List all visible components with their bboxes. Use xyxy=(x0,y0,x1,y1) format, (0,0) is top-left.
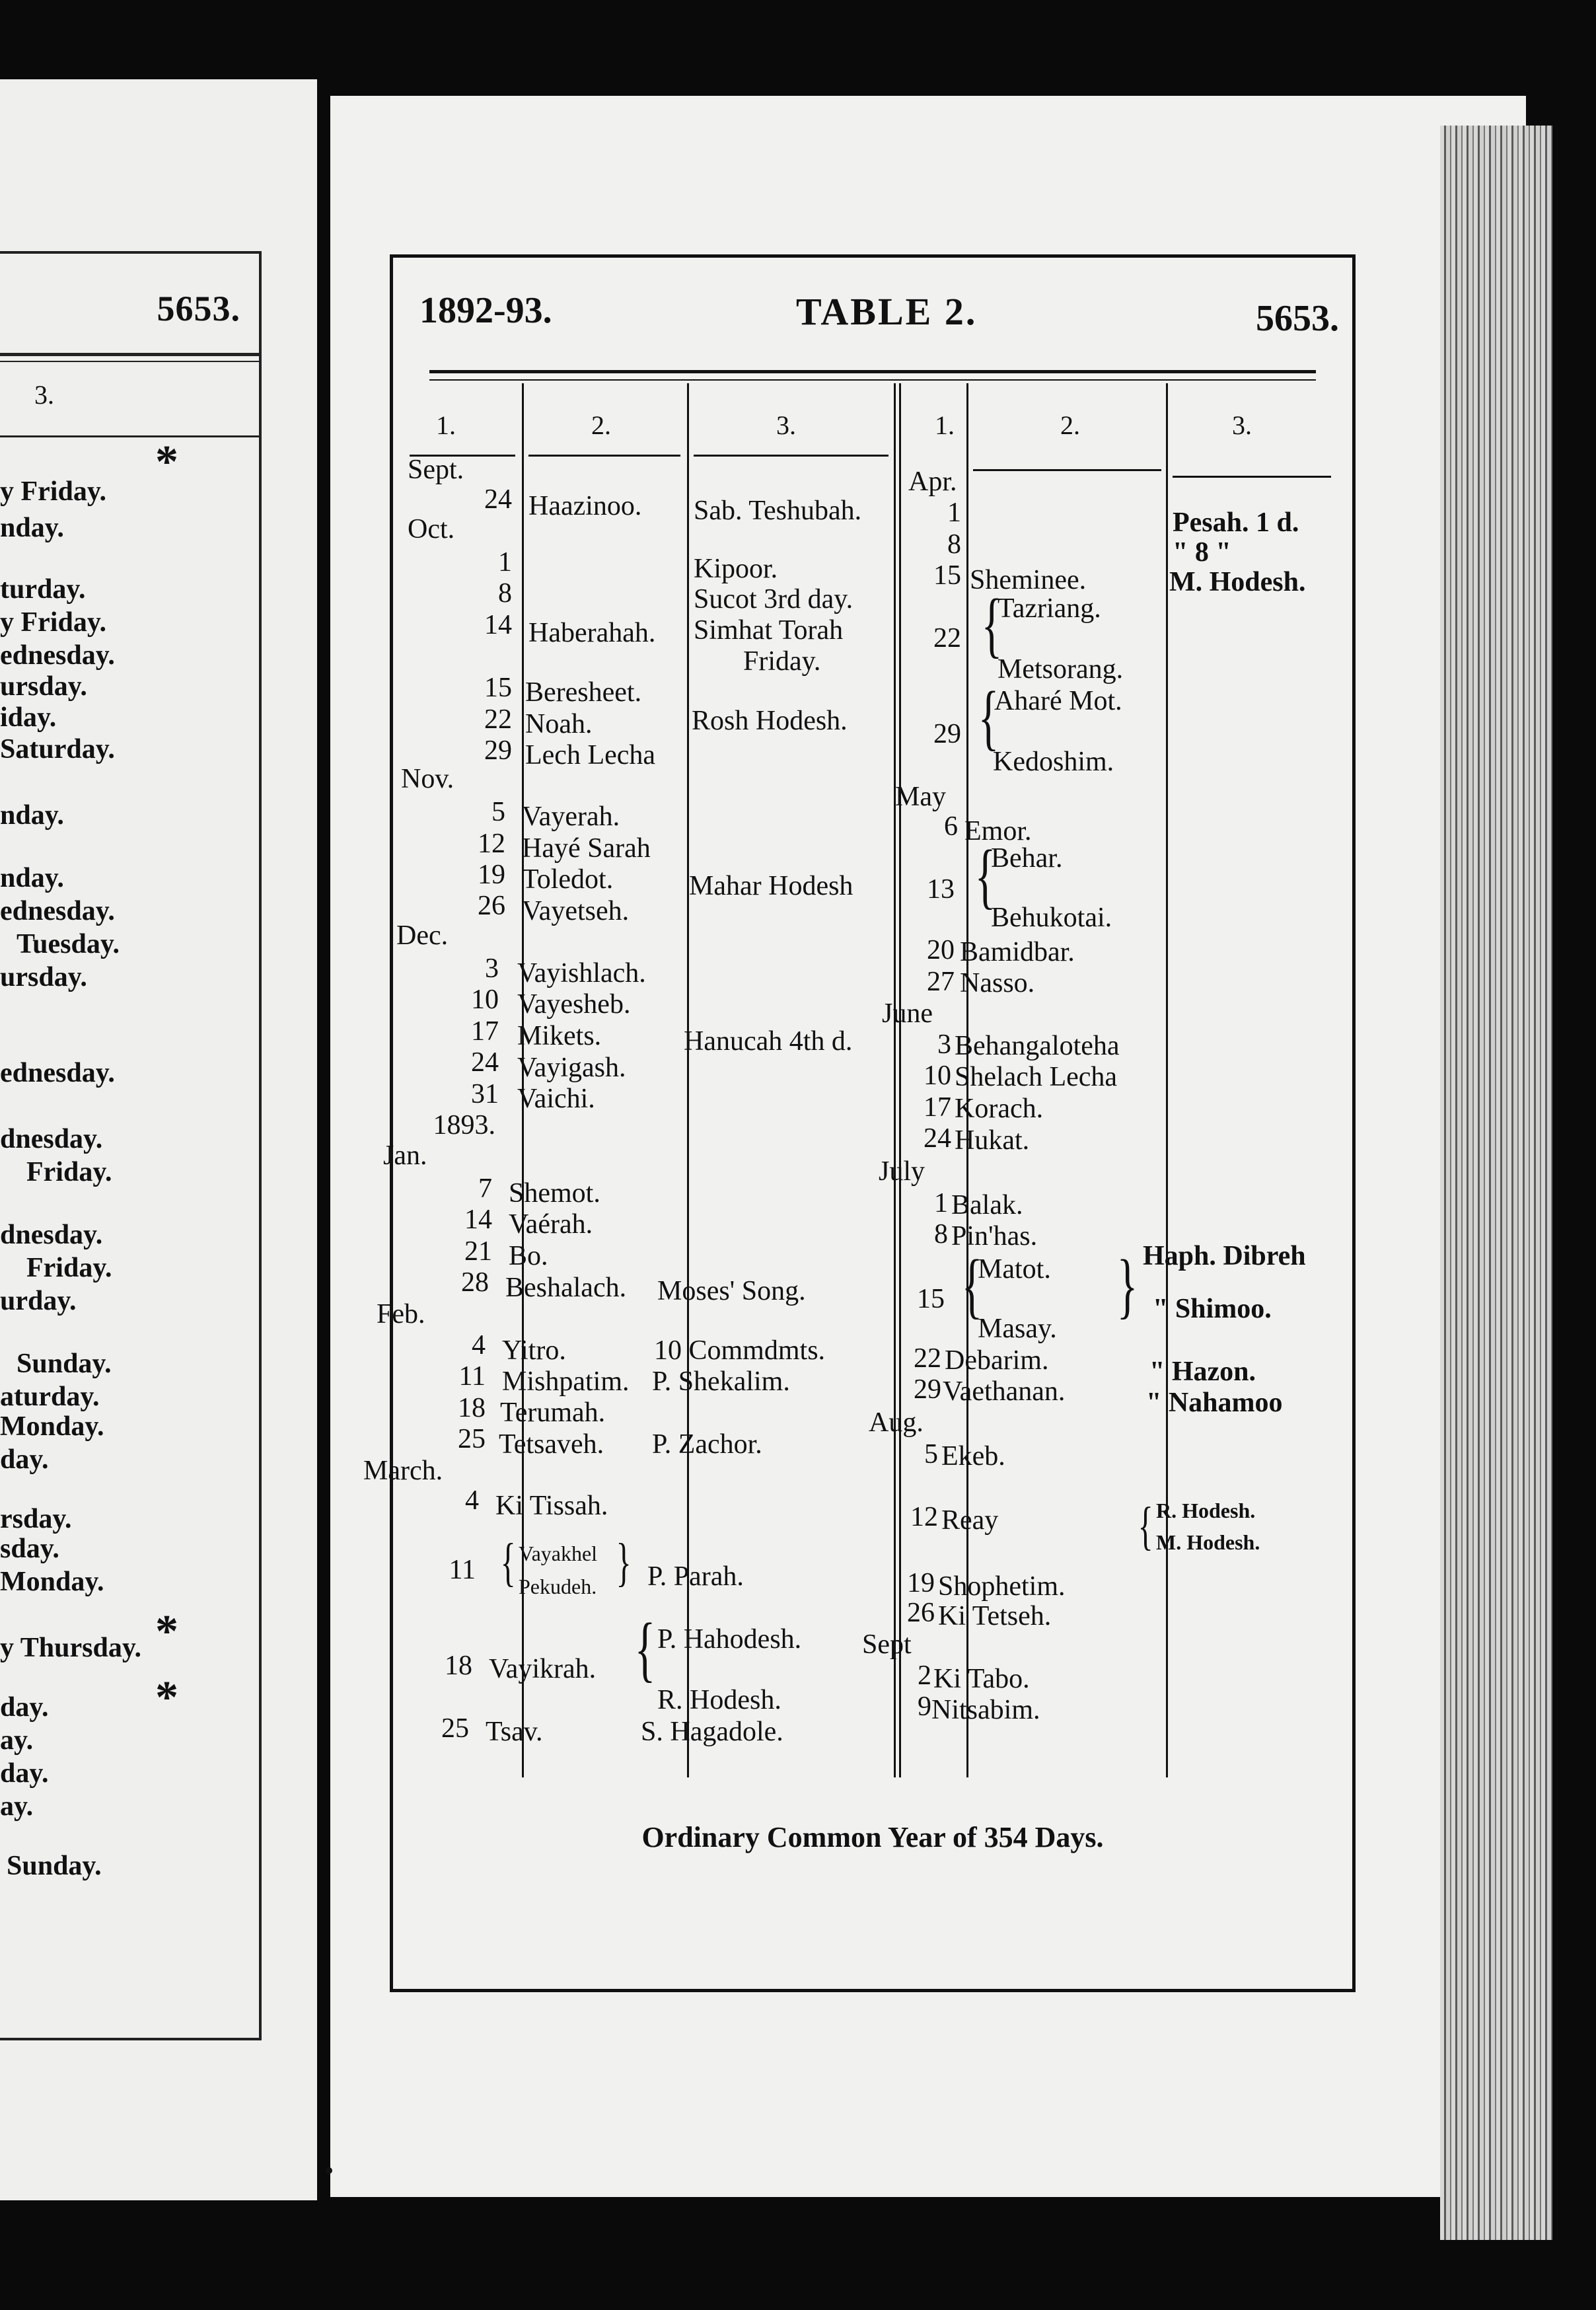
left-page-line: day. xyxy=(0,1758,49,1789)
portion-name: Vayetseh. xyxy=(522,896,630,926)
day-number: 20 xyxy=(927,935,955,965)
portion-name: Vayesheb. xyxy=(517,989,631,1020)
month-label: May xyxy=(895,782,946,812)
portion-name: Noah. xyxy=(525,709,593,739)
day-number: 11 xyxy=(449,1555,476,1585)
portion-name: Vaethanan. xyxy=(943,1376,1066,1407)
header-rule xyxy=(429,379,1316,381)
left-page-line: turday. xyxy=(0,574,86,605)
year-range: 1892-93. xyxy=(419,290,552,331)
day-number: 26 xyxy=(478,891,505,921)
month-label: July xyxy=(879,1156,925,1187)
portion-name: Nitsabim. xyxy=(931,1695,1040,1725)
left-page-line: ay. xyxy=(0,1791,34,1822)
header-rule xyxy=(429,370,1316,373)
day-number: 22 xyxy=(914,1343,941,1374)
left-page-line: urday. xyxy=(0,1286,77,1316)
remark: 10 Commdmts. xyxy=(654,1335,826,1366)
remark: M. Hodesh. xyxy=(1156,1530,1260,1554)
day-number: 4 xyxy=(472,1330,486,1360)
portion-name: Ekeb. xyxy=(941,1441,1005,1472)
left-page-line: rsday. xyxy=(0,1504,72,1534)
left-brace: { xyxy=(1138,1497,1153,1555)
left-page-line: dnesday. xyxy=(0,1124,103,1154)
portion-name: Haberahah. xyxy=(528,618,656,648)
remark: R. Hodesh. xyxy=(657,1685,781,1715)
month-label: Dec. xyxy=(396,920,449,951)
left-rule xyxy=(0,353,259,356)
left-page-line: day. xyxy=(0,1444,49,1475)
column-divider xyxy=(894,383,896,1777)
day-number: 24 xyxy=(484,484,512,515)
left-page-line: ednesday. xyxy=(0,1058,115,1088)
left-page-line: ednesday. xyxy=(0,640,115,671)
left-brace: { xyxy=(974,835,996,916)
portion-name: Beresheet. xyxy=(525,677,642,708)
day-number: 17 xyxy=(471,1016,499,1047)
left-page-line: ednesday. xyxy=(0,896,115,926)
day-number: 15 xyxy=(917,1284,945,1314)
day-number: 1 xyxy=(498,547,512,578)
remark: M. Hodesh. xyxy=(1169,567,1306,597)
left-page-line: sday. xyxy=(0,1534,59,1564)
table-frame xyxy=(363,254,1356,1992)
day-number: 18 xyxy=(458,1393,486,1423)
day-number: 22 xyxy=(933,623,961,653)
column-divider xyxy=(899,383,901,1777)
portion-name: Behar. xyxy=(991,843,1063,874)
left-page-line: y Thursday. xyxy=(0,1633,141,1663)
portion-name: Ki Tissah. xyxy=(495,1491,608,1521)
month-label: Apr. xyxy=(908,466,957,497)
left-page-number: 5653. xyxy=(157,289,240,328)
remark: Moses' Song. xyxy=(657,1276,806,1306)
portion-name: Hukat. xyxy=(955,1125,1030,1156)
day-number: 6 xyxy=(944,811,958,842)
left-page-line: aturday. xyxy=(0,1382,100,1412)
column-head-rule xyxy=(694,455,889,457)
portion-name: Mishpatim. xyxy=(502,1366,630,1397)
remark: Rosh Hodesh. xyxy=(692,706,848,736)
portion-name: Vayakhel xyxy=(519,1542,598,1565)
portion-name: Shelach Lecha xyxy=(955,1062,1118,1092)
left-page-line: Friday. xyxy=(26,1157,112,1187)
portion-name: Balak. xyxy=(951,1190,1023,1220)
left-brace: { xyxy=(981,584,1003,665)
remark: P. Parah. xyxy=(647,1561,744,1592)
day-number: 18 xyxy=(445,1651,472,1681)
day-number: 17 xyxy=(924,1092,951,1123)
left-page-line: Monday. xyxy=(0,1567,104,1597)
day-number: 21 xyxy=(464,1236,492,1267)
left-page-line: dnesday. xyxy=(0,1220,103,1250)
left-column-header: 3. xyxy=(34,380,54,410)
portion-name: Tsav. xyxy=(486,1717,543,1747)
table-title: TABLE 2. xyxy=(796,290,978,333)
left-page-line: ursday. xyxy=(0,671,87,702)
portion-name: Behukotai. xyxy=(991,903,1112,933)
day-number: 14 xyxy=(464,1205,492,1235)
portion-name: Aharé Mot. xyxy=(994,686,1122,716)
portion-name: Nasso. xyxy=(960,968,1035,998)
remark: Mahar Hodesh xyxy=(689,871,853,901)
column-header: 1. xyxy=(436,410,456,440)
left-page-line: y Friday. xyxy=(0,476,107,507)
left-brace: { xyxy=(634,1608,656,1689)
portion-name: Reay xyxy=(941,1505,999,1536)
day-number: 1 xyxy=(934,1188,948,1218)
portion-name: Yitro. xyxy=(502,1335,566,1366)
day-number: 9 xyxy=(918,1692,931,1722)
day-number: 19 xyxy=(478,860,505,890)
portion-name: Matot. xyxy=(978,1254,1051,1285)
day-number: 8 xyxy=(498,578,512,609)
portion-name: Tazriang. xyxy=(998,593,1101,624)
day-number: 3 xyxy=(937,1029,951,1060)
month-label: Aug. xyxy=(869,1407,924,1438)
day-number: 22 xyxy=(484,704,512,735)
year-label: 1893. xyxy=(433,1110,495,1140)
remark: " Shimoo. xyxy=(1153,1294,1272,1324)
left-page-line: Sunday. xyxy=(17,1349,112,1379)
day-number: 29 xyxy=(484,735,512,766)
portion-name: Hayé Sarah xyxy=(522,833,651,864)
remark: P. Shekalim. xyxy=(652,1366,790,1397)
day-number: 19 xyxy=(907,1568,935,1598)
month-label: March. xyxy=(363,1456,443,1486)
portion-name: Beshalach. xyxy=(505,1273,627,1303)
left-brace: { xyxy=(978,677,999,757)
portion-name: Mikets. xyxy=(517,1021,602,1051)
day-number: 26 xyxy=(907,1598,935,1628)
day-number: 5 xyxy=(491,797,505,827)
portion-name: Pekudeh. xyxy=(519,1575,597,1598)
portion-name: Sheminee. xyxy=(970,565,1087,595)
star-mark: * xyxy=(155,1606,178,1657)
day-number: 13 xyxy=(927,874,955,905)
left-brace: { xyxy=(500,1534,516,1592)
left-page-line: nday. xyxy=(0,513,64,543)
day-number: 25 xyxy=(458,1424,486,1454)
day-number: 11 xyxy=(458,1361,486,1392)
remark: Friday. xyxy=(743,646,821,677)
month-label: Jan. xyxy=(383,1140,427,1171)
left-page-line: day. xyxy=(0,1692,49,1723)
left-page-line: nday. xyxy=(0,800,64,831)
page-number: 5653. xyxy=(1256,298,1339,339)
day-number: 8 xyxy=(934,1219,948,1249)
portion-name: Vaérah. xyxy=(509,1209,593,1240)
day-number: 27 xyxy=(927,967,955,997)
month-label: Sept xyxy=(862,1629,912,1660)
left-page xyxy=(0,79,317,2200)
remark: " Nahamoo xyxy=(1146,1388,1283,1418)
portion-name: Pin'has. xyxy=(951,1221,1038,1251)
left-page-line: ay. xyxy=(0,1725,34,1756)
day-number: 28 xyxy=(461,1267,489,1298)
day-number: 15 xyxy=(484,673,512,703)
portion-name: Toledot. xyxy=(522,864,614,895)
remark: Kipoor. xyxy=(694,554,778,584)
portion-name: Lech Lecha xyxy=(525,740,656,770)
day-number: 29 xyxy=(933,719,961,749)
left-rule xyxy=(0,435,259,437)
portion-name: Behangaloteha xyxy=(955,1031,1120,1061)
left-page-line: Friday. xyxy=(26,1253,112,1283)
day-number: 2 xyxy=(918,1660,931,1691)
remark: Sucot 3rd day. xyxy=(694,584,853,615)
day-number: 7 xyxy=(478,1174,492,1204)
left-page-line: nday. xyxy=(0,863,64,893)
remark: S. Hagadole. xyxy=(641,1717,783,1747)
portion-name: Vaichi. xyxy=(517,1084,595,1114)
book-page-edges xyxy=(1440,126,1552,2240)
left-brace: { xyxy=(961,1245,983,1325)
day-number: 5 xyxy=(924,1439,938,1470)
remark: " Hazon. xyxy=(1149,1357,1256,1387)
portion-name: Ki Tetseh. xyxy=(938,1601,1052,1631)
portion-name: Vayishlach. xyxy=(517,958,646,988)
remark: P. Zachor. xyxy=(652,1429,762,1460)
portion-name: Emor. xyxy=(964,816,1032,846)
portion-name: Ki Tabo. xyxy=(933,1664,1030,1694)
column-divider xyxy=(1166,383,1168,1777)
remark: Simhat Torah xyxy=(694,615,844,646)
day-number: 4 xyxy=(465,1485,479,1516)
day-number: 10 xyxy=(471,985,499,1015)
remark: " 8 " xyxy=(1173,537,1231,568)
month-label: Oct. xyxy=(408,514,455,544)
speck xyxy=(326,2167,332,2174)
portion-name: Terumah. xyxy=(500,1397,606,1428)
left-page-line: Sunday. xyxy=(7,1851,102,1881)
column-head-rule xyxy=(528,455,680,457)
day-number: 12 xyxy=(478,829,505,859)
day-number: 15 xyxy=(933,560,961,591)
left-page-line: iday. xyxy=(0,702,57,733)
month-label: June xyxy=(882,998,933,1029)
portion-name: Korach. xyxy=(955,1094,1044,1124)
day-number: 14 xyxy=(484,610,512,640)
portion-name: Haazinoo. xyxy=(528,491,642,521)
portion-name: Vayikrah. xyxy=(489,1654,597,1684)
footer-note: Ordinary Common Year of 354 Days. xyxy=(641,1821,1104,1853)
left-page-line: Monday. xyxy=(0,1411,104,1442)
portion-name: Tetsaveh. xyxy=(499,1429,604,1460)
month-label: Feb. xyxy=(377,1299,425,1329)
portion-name: Vayigash. xyxy=(517,1053,626,1083)
column-head-rule xyxy=(973,469,1161,471)
portion-name: Debarim. xyxy=(945,1345,1049,1376)
left-rule xyxy=(0,361,259,362)
day-number: 3 xyxy=(485,953,499,984)
column-head-rule xyxy=(1173,476,1331,478)
left-page-line: y Friday. xyxy=(0,607,107,638)
day-number: 29 xyxy=(914,1374,941,1405)
month-label: Sept. xyxy=(408,455,464,485)
left-page-line: ursday. xyxy=(0,962,87,992)
remark: R. Hodesh. xyxy=(1156,1499,1256,1522)
portion-name: Shophetim. xyxy=(938,1571,1066,1602)
day-number: 8 xyxy=(947,529,961,560)
remark: P. Hahodesh. xyxy=(657,1624,802,1655)
right-brace: } xyxy=(616,1534,632,1592)
column-header: 2. xyxy=(591,410,611,440)
portion-name: Masay. xyxy=(978,1314,1057,1344)
portion-name: Kedoshim. xyxy=(993,747,1114,777)
star-mark: * xyxy=(155,1672,178,1723)
portion-name: Vayerah. xyxy=(522,801,620,832)
left-page-line: Saturday. xyxy=(0,734,115,764)
day-number: 24 xyxy=(471,1047,499,1078)
column-header: 3. xyxy=(776,410,796,440)
day-number: 12 xyxy=(910,1502,938,1532)
portion-name: Bamidbar. xyxy=(960,937,1075,967)
portion-name: Shemot. xyxy=(509,1178,600,1209)
column-header: 3. xyxy=(1232,410,1252,440)
column-header: 1. xyxy=(935,410,955,440)
star-mark: * xyxy=(155,437,178,488)
remark: Haph. Dibreh xyxy=(1143,1241,1306,1271)
day-number: 25 xyxy=(441,1713,469,1744)
portion-name: Metsorang. xyxy=(998,654,1124,685)
left-page-line: Tuesday. xyxy=(17,929,120,959)
remark: Pesah. 1 d. xyxy=(1173,507,1299,538)
day-number: 24 xyxy=(924,1123,951,1154)
day-number: 10 xyxy=(924,1061,951,1091)
month-label: Nov. xyxy=(401,764,454,794)
remark: Hanucah 4th d. xyxy=(684,1026,853,1057)
portion-name: Bo. xyxy=(509,1241,548,1271)
day-number: 31 xyxy=(471,1079,499,1109)
right-brace: } xyxy=(1116,1245,1138,1325)
day-number: 1 xyxy=(947,498,961,528)
column-header: 2. xyxy=(1060,410,1080,440)
remark: Sab. Teshubah. xyxy=(694,496,862,526)
